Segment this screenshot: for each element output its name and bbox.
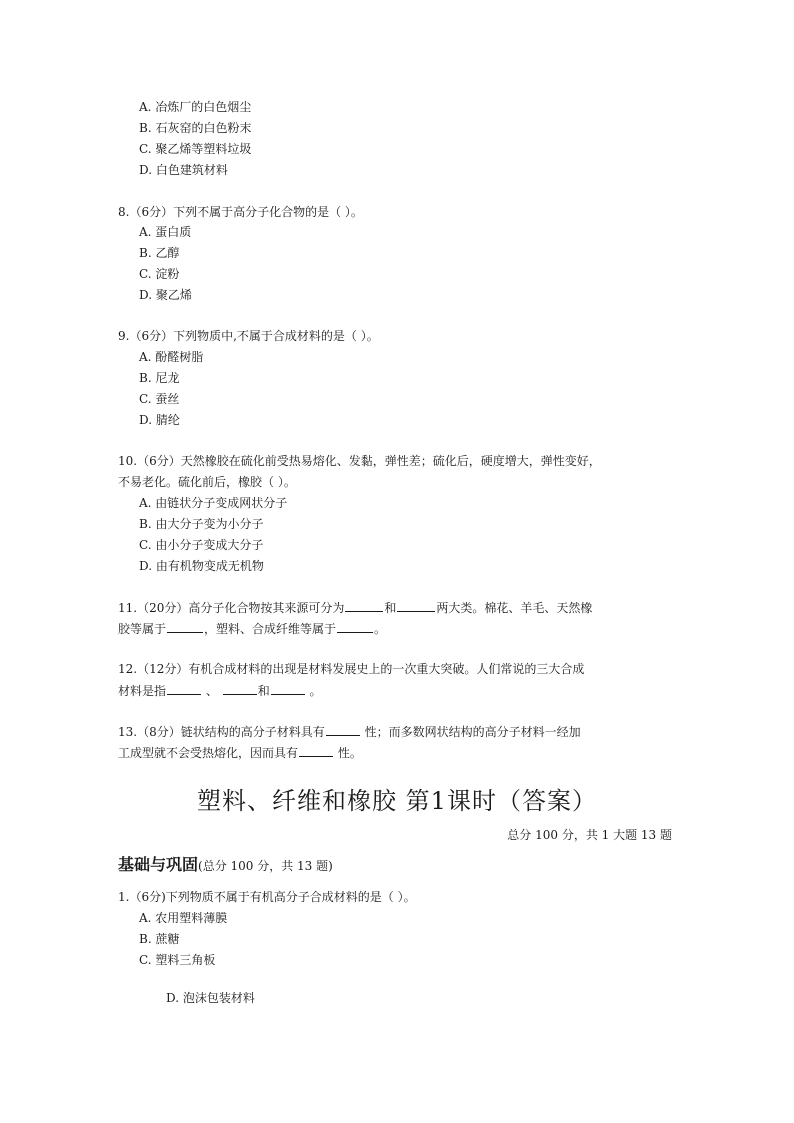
q8-option-d: D. 聚乙烯 — [139, 288, 192, 302]
q11-text: 两大类。棉花、羊毛、天然橡 — [436, 601, 593, 615]
answer-title: 塑料、纤维和橡胶 第1课时（答案） — [197, 787, 597, 815]
answer-blank[interactable] — [397, 599, 435, 612]
q10-stem-line2: 不易老化。硫化前后，橡胶（ ）。 — [118, 475, 296, 489]
q11-text: 11.（20分）高分子化合物按其来源可分为 — [118, 601, 345, 615]
q13-text: 性。 — [337, 746, 362, 760]
answer-blank[interactable] — [326, 723, 360, 736]
a1-option-a: A. 农用塑料薄膜 — [139, 911, 228, 925]
section-title: 基础与巩固 — [118, 855, 199, 874]
q7-option-c: C. 聚乙烯等塑料垃圾 — [139, 142, 252, 156]
q9-option-b: B. 尼龙 — [139, 371, 180, 385]
q8-option-a: A. 蛋白质 — [139, 225, 192, 239]
q10-stem-line1: 10.（6分）天然橡胶在硫化前受热易熔化、发黏，弹性差；硫化后，硬度增大，弹性变好， — [118, 454, 601, 468]
score-summary: 总分 100 分，共 1 大题 13 题 — [507, 828, 672, 842]
q13-text: 性；而多数网状结构的高分子材料一经加 — [364, 725, 581, 739]
q7-option-b: B. 石灰窑的白色粉末 — [139, 121, 252, 135]
a1-option-d: D. 泡沫包装材料 — [166, 991, 255, 1005]
q11-text: ，塑料、合成纤维等属于 — [204, 622, 337, 636]
answer-blank[interactable] — [337, 620, 373, 633]
q10-option-d: D. 由有机物变成无机物 — [139, 559, 264, 573]
q9-stem: 9.（6分）下列物质中,不属于合成材料的是（ ）。 — [118, 329, 379, 343]
q13-line2 — [118, 744, 362, 761]
a1-stem: 1.（6分)下列物质不属于有机高分子合成材料的是（ ）。 — [118, 890, 416, 904]
q13-text: 工成型就不会受热熔化，因而具有 — [118, 746, 299, 760]
q12-text: 材料是指 — [118, 684, 167, 698]
answer-blank[interactable] — [223, 682, 257, 695]
q7-option-d: D. 白色建筑材料 — [139, 163, 228, 177]
q13-line1 — [118, 723, 581, 740]
answer-blank[interactable] — [345, 599, 383, 612]
answer-blank[interactable] — [299, 744, 333, 757]
q9-option-d: D. 腈纶 — [139, 413, 180, 427]
q12-text: 。 — [309, 684, 322, 698]
section-subtitle: (总分 100 分，共 13 题) — [198, 859, 333, 873]
answer-blank[interactable] — [167, 620, 203, 633]
q11-line2 — [118, 620, 386, 637]
q12-line2 — [118, 682, 322, 699]
a1-option-b: B. 蔗糖 — [139, 932, 180, 946]
q11-text: 。 — [374, 622, 387, 636]
q11-text: 胶等属于 — [118, 622, 167, 636]
a1-option-c: C. 塑料三角板 — [139, 953, 216, 967]
q9-option-c: C. 蚕丝 — [139, 392, 180, 406]
answer-blank[interactable] — [271, 682, 305, 695]
q8-option-c: C. 淀粉 — [139, 267, 180, 281]
q11-line1 — [118, 599, 592, 616]
q8-stem: 8.（6分）下列不属于高分子化合物的是（ ）。 — [118, 205, 363, 219]
answer-blank[interactable] — [167, 682, 201, 695]
q12-line1: 12.（12分）有机合成材料的出现是材料发展史上的一次重大突破。人们常说的三大合成 — [118, 662, 585, 676]
q12-text: 和 — [257, 684, 270, 698]
section-heading — [118, 855, 333, 876]
q10-option-c: C. 由小分子变成大分子 — [139, 538, 264, 552]
q13-text: 13.（8分）链状结构的高分子材料具有 — [118, 725, 325, 739]
q9-option-a: A. 酚醛树脂 — [139, 350, 204, 364]
q10-option-b: B. 由大分子变为小分子 — [139, 517, 264, 531]
q8-option-b: B. 乙醇 — [139, 246, 180, 260]
q12-text: 、 — [205, 684, 218, 698]
q10-option-a: A. 由链状分子变成网状分子 — [139, 496, 288, 510]
q7-option-a: A. 冶炼厂的白色烟尘 — [139, 100, 252, 114]
q11-text: 和 — [384, 601, 397, 615]
